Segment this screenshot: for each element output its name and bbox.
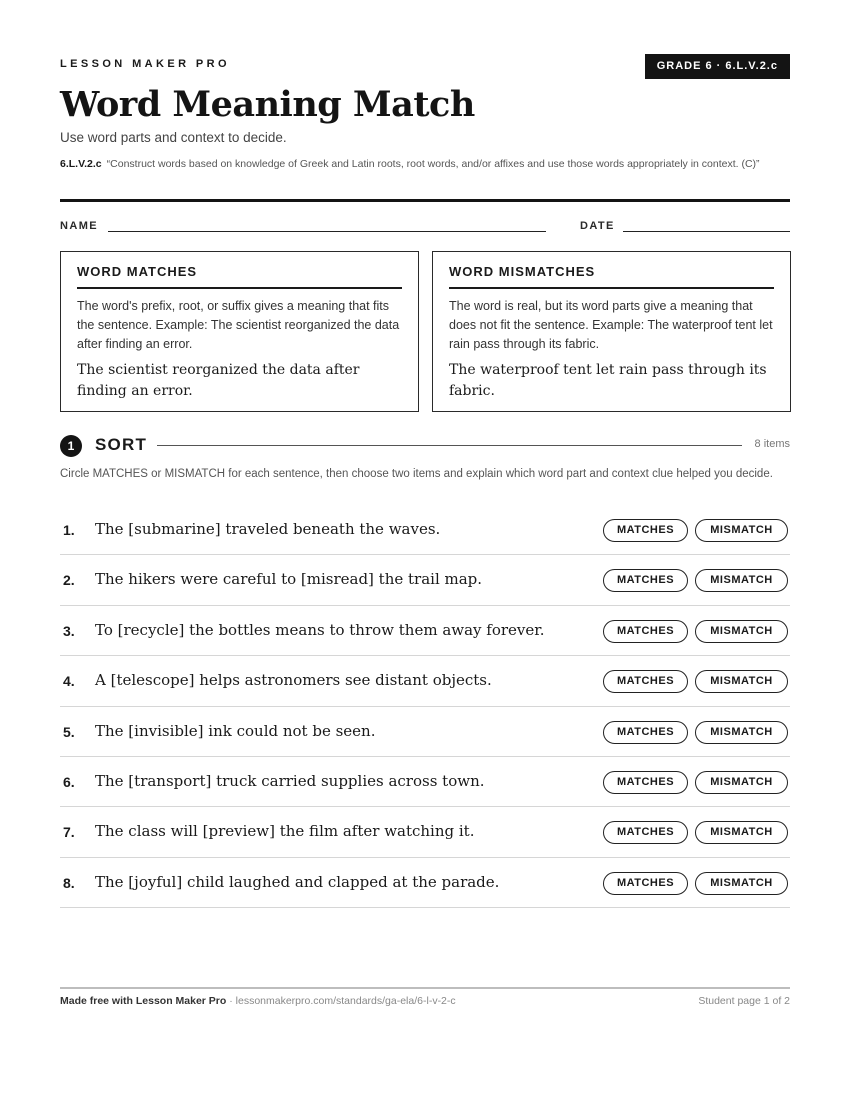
word-matches-box xyxy=(60,251,419,412)
brand-name: LESSON MAKER PRO xyxy=(60,58,230,70)
mismatch-choice[interactable]: MISMATCH xyxy=(695,821,788,844)
mismatch-choice[interactable]: MISMATCH xyxy=(695,721,788,744)
section-number-badge: 1 xyxy=(60,435,82,457)
mismatch-choice[interactable]: MISMATCH xyxy=(695,569,788,592)
item-sentence: The class will [preview] the film after watching it. xyxy=(95,822,475,841)
item-sentence: The [submarine] traveled beneath the waves. xyxy=(95,520,441,538)
item-number: 5. xyxy=(63,723,75,740)
name-label: NAME xyxy=(60,220,98,232)
section-divider xyxy=(157,445,742,446)
box-heading: WORD MISMATCHES xyxy=(449,264,774,289)
matches-choice[interactable]: MATCHES xyxy=(603,872,688,895)
list-item xyxy=(60,807,790,857)
matches-choice[interactable]: MATCHES xyxy=(603,620,688,643)
grade-badge: GRADE 6 · 6.L.V.2.c xyxy=(645,54,790,79)
list-item xyxy=(60,757,790,807)
item-count: 8 items xyxy=(754,438,790,450)
matches-choice[interactable]: MATCHES xyxy=(603,670,688,693)
box-description: The word's prefix, root, or suffix gives a meaning that fits the sentence. Example: The scientist reorganized the data after finding an error. xyxy=(77,299,400,351)
standard-text: “Construct words based on knowledge of Greek and Latin roots, root words, and/or affixes and use those words appropriately in context. (C)” xyxy=(106,158,760,170)
name-date-row xyxy=(60,220,790,236)
mismatch-choice[interactable]: MISMATCH xyxy=(695,670,788,693)
list-item xyxy=(60,606,790,656)
box-example: The scientist reorganized the data after finding an error. xyxy=(77,362,360,399)
mismatch-choice[interactable]: MISMATCH xyxy=(695,771,788,794)
item-number: 8. xyxy=(63,874,75,891)
list-item xyxy=(60,656,790,706)
item-sentence: A [telescope] helps astronomers see distant objects. xyxy=(95,671,492,690)
standard-code: 6.L.V.2.c xyxy=(60,158,102,170)
date-label: DATE xyxy=(580,220,615,232)
item-number: 3. xyxy=(63,622,75,639)
list-item xyxy=(60,505,790,555)
name-field[interactable] xyxy=(108,231,546,232)
item-number: 1. xyxy=(63,522,75,538)
section-title: SORT xyxy=(95,435,148,454)
item-sentence: The hikers were careful to [misread] the trail map. xyxy=(95,570,483,589)
footer-page-number: Student page 1 of 2 xyxy=(698,995,790,1007)
header-divider xyxy=(60,199,790,202)
box-heading: WORD MATCHES xyxy=(77,264,402,289)
item-number: 7. xyxy=(63,824,75,841)
mismatch-choice[interactable]: MISMATCH xyxy=(695,872,788,895)
item-number: 6. xyxy=(63,773,75,790)
list-item xyxy=(60,707,790,757)
footer-credit xyxy=(60,995,456,1007)
matches-choice[interactable]: MATCHES xyxy=(603,821,688,844)
item-sentence: The [transport] truck carried supplies across town. xyxy=(95,771,485,790)
matches-choice[interactable]: MATCHES xyxy=(603,569,688,592)
item-list xyxy=(60,505,790,908)
item-number: 2. xyxy=(63,572,75,589)
footer-made-with: Made free with Lesson Maker Pro xyxy=(60,995,227,1007)
worksheet-page xyxy=(60,0,790,1100)
item-number: 4. xyxy=(63,673,75,690)
matches-choice[interactable]: MATCHES xyxy=(603,771,688,794)
list-item xyxy=(60,555,790,605)
section-instructions: Circle MATCHES or MISMATCH for each sentence, then choose two items and explain which word part and context clue helped you decide. xyxy=(60,468,773,480)
page-subtitle: Use word parts and context to decide. xyxy=(60,130,287,145)
word-mismatches-box xyxy=(432,251,791,412)
footer-divider xyxy=(60,987,790,989)
mismatch-choice[interactable]: MISMATCH xyxy=(695,620,788,643)
list-item xyxy=(60,858,790,908)
item-sentence: The [joyful] child laughed and clapped at the parade. xyxy=(95,872,500,891)
section-header xyxy=(60,432,790,458)
footer-url: · lessonmakerpro.com/standards/ga-ela/6-l-v-2-c xyxy=(226,995,456,1007)
item-sentence: To [recycle] the bottles means to throw them away forever. xyxy=(95,620,545,639)
item-sentence: The [invisible] ink could not be seen. xyxy=(95,721,376,740)
box-example: The waterproof tent let rain pass through its fabric. xyxy=(449,362,767,399)
page-title: Word Meaning Match xyxy=(60,84,475,125)
box-description: The word is real, but its word parts give a meaning that does not fit the sentence. Example: The waterproof tent let rain pass through its fabric. xyxy=(449,299,773,351)
date-field[interactable] xyxy=(623,231,790,232)
mismatch-choice[interactable]: MISMATCH xyxy=(695,519,788,542)
matches-choice[interactable]: MATCHES xyxy=(603,519,688,542)
matches-choice[interactable]: MATCHES xyxy=(603,721,688,744)
standard-description xyxy=(60,156,790,172)
